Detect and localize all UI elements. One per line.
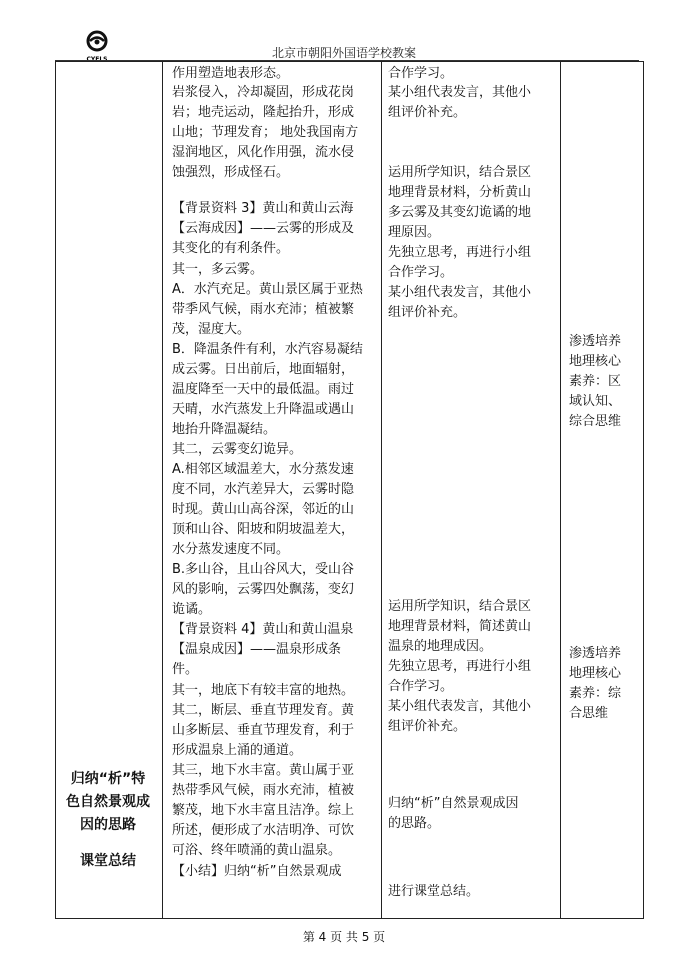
content-line: 山多断层、垂直节理发育，利于 [172,723,355,738]
activity-column [382,62,561,919]
content-line: 茂，湿度大。 [172,322,251,337]
lesson-plan-table [55,61,644,919]
topic-heading-line: 色自然景观成 [66,794,150,810]
intent-line: 合思维 [569,706,609,721]
content-line: 带季风气候，雨水充沛；植被繁 [172,302,355,317]
content-line: 【小结】归纳“析”自然景观成 [172,864,342,879]
activity-line: 进行课堂总结。 [388,884,480,899]
content-line: 顶和山谷、阳坡和阴坡温差大， [172,522,355,537]
intent-line: 地理核心 [569,354,622,369]
content-line: 其一，地底下有较丰富的地热。 [172,683,355,698]
activity-line: 合作学习。 [388,66,454,81]
table-row [56,62,644,919]
content-line: 【温泉成因】——温泉形成条 [172,642,342,657]
content-line: 其变化的有利条件。 [172,241,290,256]
content-line: 温度降至一天中的最低温。雨过 [172,382,355,397]
content-line: 湿润地区，风化作用强，流水侵 [172,145,355,160]
content-line: 【云海成因】——云雾的形成及 [172,221,355,236]
logo-text: CYFLS [86,56,108,63]
content-line: 诡谲。 [172,602,212,617]
content-line: 岩浆侵入，冷却凝固，形成花岗 [172,85,355,100]
activity-line: 某小组代表发言，其他小 [388,285,532,300]
content-line: 风的影响，云雾四处飘荡，变幻 [172,582,355,597]
intent-line: 素养：综 [569,686,622,701]
content-line: 地抬升降温凝结。 [172,422,277,437]
content-line: 其二，断层、垂直节理发育。黄 [172,703,355,718]
activity-line: 地理背景材料，分析黄山 [388,185,532,200]
content-line: 成云雾。日出前后，地面辐射， [172,362,355,377]
activity-line: 组评价补充。 [388,719,467,734]
activity-line: 运用所学知识，结合景区 [388,599,532,614]
activity-line: 归纳“析”自然景观成因 [388,796,519,811]
content-line: 水分蒸发速度不同。 [172,542,290,557]
intent-column [561,62,644,919]
content-line: B.多山谷，且山谷风大，受山谷 [172,562,355,577]
content-line: 时现。黄山山高谷深，邻近的山 [172,502,355,517]
activity-line: 先独立思考，再进行小组 [388,245,532,260]
activity-line: 多云雾及其变幻诡谲的地 [388,205,532,220]
content-line: 件。 [172,662,199,677]
content-line: 繁茂，地下水丰富且洁净。综上 [172,803,355,818]
content-line: 度不同，水汽差异大，云雾时隐 [172,482,355,497]
activity-line: 合作学习。 [388,265,454,280]
activity-line: 某小组代表发言，其他小 [388,85,532,100]
school-title: 北京市朝阳外国语学校教案 [271,46,416,60]
activity-line: 组评价补充。 [388,305,467,320]
activity-line: 的思路。 [388,816,441,831]
intent-line: 地理核心 [569,666,622,681]
content-line: B．降温条件有利，水汽容易凝结 [172,342,363,357]
content-line: 岩；地壳运动，隆起抬升，形成 [172,105,355,120]
page-number: 第 4 页 共 5 页 [302,930,386,944]
activity-line: 运用所学知识，结合景区 [388,165,532,180]
activity-line: 某小组代表发言，其他小 [388,699,532,714]
content-line: 热带季风气候，雨水充沛，植被 [172,783,355,798]
content-line: A.相邻区域温差大，水分蒸发速 [172,462,354,477]
activity-line: 理原因。 [388,225,441,240]
content-line: 其一，多云雾。 [172,262,264,277]
content-line: 其三，地下水丰富。黄山属于亚 [172,763,355,778]
intent-line: 渗透培养 [569,646,622,661]
content-line: 所述，便形成了水洁明净、可饮 [172,823,355,838]
summary-heading: 课堂总结 [80,853,136,869]
content-line: 蚀强烈，形成怪石。 [172,165,290,180]
content-line: 形成温泉上涌的通道。 [172,743,303,758]
intent-line: 域认知、 [569,394,622,409]
topic-heading-line: 因的思路 [80,817,136,833]
intent-line: 综合思维 [569,414,622,429]
content-line: 可浴、终年喷涌的黄山温泉。 [172,843,342,858]
content-line: 其二，云雾变幻诡异。 [172,442,303,457]
intent-line: 渗透培养 [569,334,622,349]
content-line: 山地；节理发育； 地处我国南方 [172,125,359,140]
content-column [163,62,382,919]
activity-line: 组评价补充。 [388,105,467,120]
intent-line: 素养：区 [569,374,622,389]
content-line: 天晴，水汽蒸发上升降温或遇山 [172,402,355,417]
content-line: 【背景资料 3】黄山和黄山云海 [172,201,354,216]
activity-line: 先独立思考，再进行小组 [388,659,532,674]
activity-line: 温泉的地理成因。 [388,639,493,654]
activity-line: 合作学习。 [388,679,454,694]
activity-line: 地理背景材料，简述黄山 [388,619,532,634]
topic-heading-line: 归纳“析”特 [70,771,146,787]
section-column [56,62,163,919]
content-line: 【背景资料 4】黄山和黄山温泉 [172,622,354,637]
content-line: 作用塑造地表形态。 [172,66,290,81]
content-line: A．水汽充足。黄山景区属于亚热 [172,282,363,297]
